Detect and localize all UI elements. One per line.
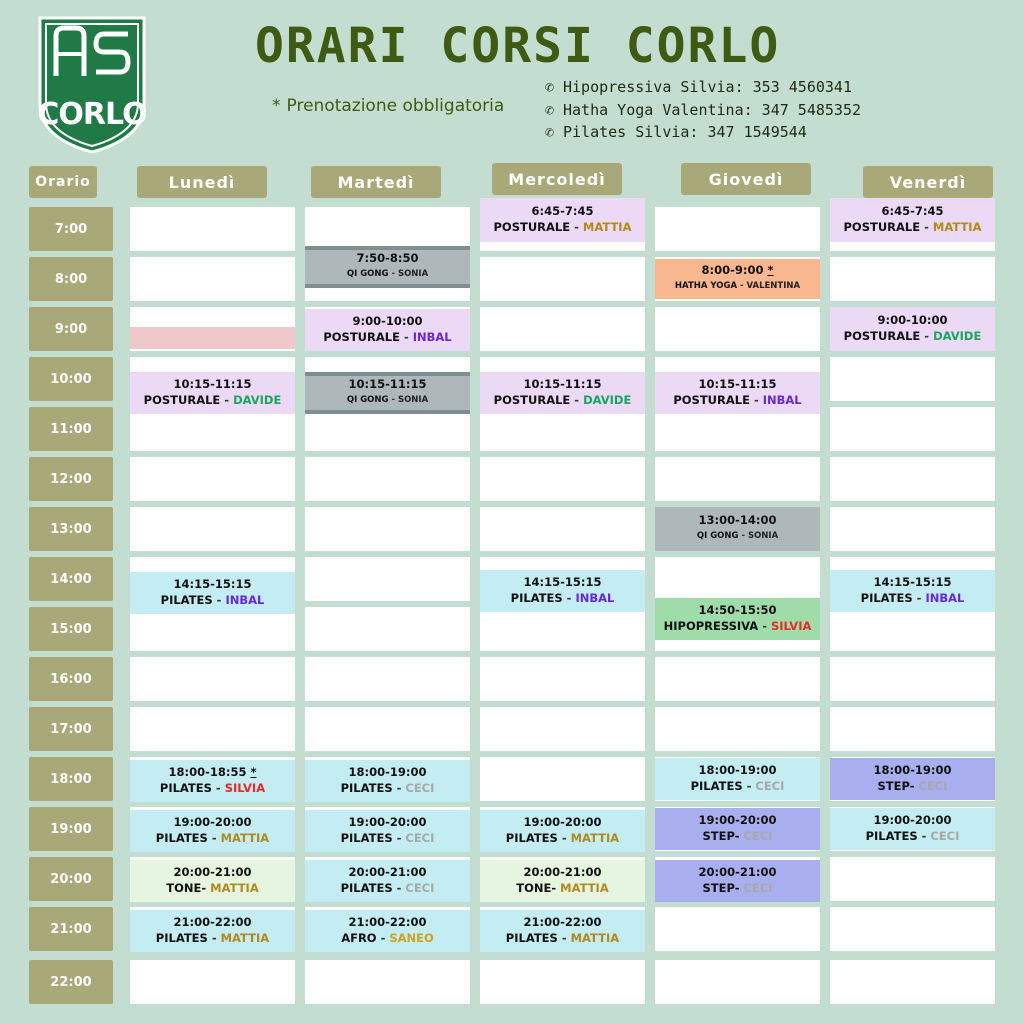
separator: - <box>392 881 406 895</box>
course-name-line <box>516 880 608 897</box>
course-time <box>524 915 602 930</box>
schedule-cell <box>480 307 645 351</box>
course-time <box>349 815 427 830</box>
separator: - <box>557 931 571 945</box>
course-name-line <box>844 219 982 236</box>
schedule-cell <box>655 307 820 351</box>
separator: - <box>570 220 583 234</box>
schedule-cell <box>830 707 995 751</box>
course-block[interactable] <box>655 507 820 551</box>
separator: - <box>737 281 747 291</box>
separator: - <box>758 619 771 633</box>
teacher-name: MATTIA <box>570 831 620 845</box>
teacher-name: CECI <box>755 779 785 793</box>
course-time <box>353 314 423 329</box>
course-name: PILATES <box>155 831 208 845</box>
separator: - <box>570 393 584 407</box>
hour-label: 19:00 <box>29 807 113 851</box>
course-name: STEP- <box>702 829 740 843</box>
schedule-cell <box>830 507 995 551</box>
schedule-cell <box>130 457 295 501</box>
course-time-text: 10:15-11:15 <box>173 377 252 391</box>
schedule-cell <box>655 707 820 751</box>
course-time-text: 20:00-21:00 <box>523 865 602 879</box>
asterisk: * <box>272 96 281 116</box>
course-name: POSTURALE <box>493 220 571 234</box>
course-block[interactable] <box>130 910 295 952</box>
schedule-cell <box>830 257 995 301</box>
course-name: PILATES <box>159 781 212 795</box>
course-block[interactable] <box>305 760 470 802</box>
course-time <box>874 763 952 778</box>
course-name: QI GONG <box>696 531 739 541</box>
contact-line: ✆ Hipopressiva Silvia: 353 4560341 <box>545 76 861 99</box>
schedule-cell <box>130 507 295 551</box>
course-block[interactable] <box>130 810 295 852</box>
hour-label: 8:00 <box>29 257 113 301</box>
course-time-text: 10:15-11:15 <box>698 377 777 391</box>
teacher-name: DAVIDE <box>933 329 982 343</box>
schedule-cell <box>480 707 645 751</box>
separator: - <box>392 831 406 845</box>
course-time-text: 20:00-21:00 <box>698 865 777 879</box>
teacher-name: INBAL <box>575 591 615 605</box>
course-time-text: 18:00-18:55 <box>168 765 247 779</box>
hour-label: 17:00 <box>29 707 113 751</box>
hour-label: 9:00 <box>29 307 113 351</box>
course-time-text: 19:00-20:00 <box>348 815 427 829</box>
course-name-line <box>673 392 801 409</box>
course-time-text: 13:00-14:00 <box>698 513 777 527</box>
course-name: QI GONG <box>346 269 389 279</box>
separator: - <box>388 269 398 279</box>
course-name-line <box>877 778 947 795</box>
schedule-cell <box>655 960 820 1004</box>
schedule-cell <box>830 607 995 651</box>
schedule-cell <box>130 257 295 301</box>
hour-label: 15:00 <box>29 607 113 651</box>
separator: - <box>562 591 576 605</box>
course-name-line <box>702 880 772 897</box>
schedule-cell <box>480 657 645 701</box>
teacher-name: INBAL <box>225 593 265 607</box>
course-name-line <box>691 778 785 795</box>
course-name: POSTURALE <box>673 393 750 407</box>
course-time-text: 14:15-15:15 <box>873 575 952 589</box>
schedule-cell <box>480 960 645 1004</box>
separator: - <box>917 829 931 843</box>
phone-icon: ✆ <box>545 78 555 96</box>
booking-required-mark: * <box>767 263 774 277</box>
course-time-text: 8:00-9:00 <box>701 263 764 277</box>
course-name: PILATES <box>865 829 918 843</box>
course-name: TONE- <box>166 881 207 895</box>
course-block[interactable] <box>480 570 645 612</box>
course-name-line <box>664 618 812 635</box>
schedule-cell <box>305 507 470 551</box>
course-name-line <box>166 880 258 897</box>
course-name: PILATES <box>505 931 558 945</box>
course-name-line <box>506 830 619 847</box>
course-time <box>699 377 777 392</box>
course-name-line <box>866 828 960 845</box>
course-block[interactable] <box>305 860 470 902</box>
schedule-cell <box>305 457 470 501</box>
course-name: STEP- <box>877 779 915 793</box>
course-time-text: 18:00-19:00 <box>873 763 952 777</box>
course-name-line <box>494 392 632 409</box>
course-name: AFRO <box>341 931 377 945</box>
course-time <box>874 813 952 828</box>
schedule-cell <box>655 657 820 701</box>
course-time <box>699 763 777 778</box>
contacts <box>545 76 861 144</box>
hour-label: 13:00 <box>29 507 113 551</box>
course-name: HATHA YOGA <box>674 281 738 291</box>
course-time-text: 14:15-15:15 <box>173 577 252 591</box>
course-name: POSTURALE <box>323 330 400 344</box>
hour-label: 21:00 <box>29 907 113 951</box>
course-name: PILATES <box>510 591 563 605</box>
course-name: POSTURALE <box>843 220 921 234</box>
separator: - <box>212 593 226 607</box>
teacher-name: SONIA <box>397 269 429 279</box>
course-time-text: 10:15-11:15 <box>523 377 602 391</box>
course-time <box>699 513 777 528</box>
course-block[interactable] <box>480 860 645 902</box>
corlo-logo <box>30 14 154 154</box>
course-name-line <box>675 278 800 295</box>
course-name: POSTURALE <box>493 393 571 407</box>
course-time <box>699 603 777 618</box>
schedule-cell <box>305 207 470 251</box>
schedule-cell <box>655 457 820 501</box>
course-name: PILATES <box>155 931 208 945</box>
schedule-cell <box>130 707 295 751</box>
teacher-name: MATTIA <box>570 931 620 945</box>
course-time-text: 21:00-22:00 <box>523 915 602 929</box>
booking-note-text: Prenotazione obbligatoria <box>286 96 505 116</box>
course-name: QI GONG <box>346 395 389 405</box>
schedule-cell <box>480 457 645 501</box>
course-block[interactable] <box>130 372 295 414</box>
separator: - <box>399 330 413 344</box>
course-time <box>524 377 602 392</box>
teacher-name: SILVIA <box>771 619 812 633</box>
course-block[interactable] <box>830 198 995 242</box>
course-time <box>174 915 252 930</box>
separator: - <box>392 781 406 795</box>
schedule-cell <box>830 407 995 451</box>
schedule-cell <box>830 907 995 951</box>
course-time <box>168 765 256 780</box>
course-name-line <box>511 590 615 607</box>
course-time-text: 14:15-15:15 <box>523 575 602 589</box>
course-name-line <box>160 780 265 797</box>
hour-label: 18:00 <box>29 757 113 801</box>
course-name-line <box>341 930 434 947</box>
course-name: STEP- <box>702 881 740 895</box>
course-block[interactable] <box>655 860 820 902</box>
course-time-text: 20:00-21:00 <box>173 865 252 879</box>
schedule-cell <box>655 557 820 601</box>
course-name-line <box>702 828 772 845</box>
course-time-text: 21:00-22:00 <box>173 915 252 929</box>
teacher-name: CECI <box>405 881 435 895</box>
course-time <box>174 577 252 592</box>
hour-label: 12:00 <box>29 457 113 501</box>
course-name: POSTURALE <box>143 393 221 407</box>
day-header: Giovedì <box>681 163 811 195</box>
teacher-name: SONIA <box>747 531 779 541</box>
course-time <box>699 865 777 880</box>
page-title: ORARI CORSI CORLO <box>255 18 781 74</box>
schedule-cell <box>305 657 470 701</box>
course-block[interactable] <box>480 372 645 414</box>
hour-label: 20:00 <box>29 857 113 901</box>
course-block[interactable] <box>130 760 295 802</box>
phone-icon: ✆ <box>545 100 555 119</box>
course-time <box>349 865 427 880</box>
course-name-line <box>494 219 632 236</box>
course-block[interactable] <box>655 259 820 299</box>
course-name-line <box>506 930 619 947</box>
schedule-cell <box>480 757 645 801</box>
teacher-name: CECI <box>743 881 773 895</box>
course-block[interactable] <box>830 808 995 850</box>
schedule-cell <box>830 457 995 501</box>
teacher-name: MATTIA <box>560 881 609 895</box>
course-name-line <box>341 880 435 897</box>
teacher-name: INBAL <box>762 393 802 407</box>
day-header: Venerdì <box>863 166 993 198</box>
course-time <box>524 575 602 590</box>
day-header: Martedì <box>311 166 441 198</box>
teacher-name: VALENTINA <box>746 281 801 291</box>
schedule-cell <box>830 857 995 901</box>
day-header: Mercoledì <box>492 163 622 195</box>
course-time <box>349 915 427 930</box>
course-time-text: 10:15-11:15 <box>348 377 427 391</box>
course-name-line <box>156 930 269 947</box>
hour-label: 11:00 <box>29 407 113 451</box>
hour-label: 10:00 <box>29 357 113 401</box>
course-time-text: 18:00-19:00 <box>698 763 777 777</box>
course-name: PILATES <box>340 781 393 795</box>
schedule-cell <box>305 960 470 1004</box>
course-name-line <box>347 266 428 283</box>
course-name: PILATES <box>690 779 743 793</box>
schedule-cell <box>830 960 995 1004</box>
separator: - <box>388 395 398 405</box>
separator: - <box>920 220 933 234</box>
separator: - <box>742 779 756 793</box>
hour-label: 14:00 <box>29 557 113 601</box>
teacher-name: DAVIDE <box>583 393 632 407</box>
course-block[interactable] <box>305 810 470 852</box>
separator: - <box>207 831 221 845</box>
course-block[interactable] <box>130 860 295 902</box>
teacher-name: CECI <box>918 779 948 793</box>
schedule-cell <box>830 657 995 701</box>
course-name: PILATES <box>160 593 213 607</box>
separator: - <box>211 781 225 795</box>
course-time <box>532 204 594 219</box>
hour-label: 16:00 <box>29 657 113 701</box>
course-time-text: 9:00-10:00 <box>877 313 948 327</box>
course-time <box>174 377 252 392</box>
course-block[interactable] <box>480 910 645 952</box>
separator: - <box>912 591 926 605</box>
course-block[interactable] <box>480 810 645 852</box>
course-name: PILATES <box>505 831 558 845</box>
course-time <box>349 377 427 392</box>
separator: - <box>376 931 390 945</box>
course-block[interactable] <box>655 808 820 850</box>
schedule-cell <box>130 960 295 1004</box>
course-name-line <box>161 592 265 609</box>
course-time <box>699 813 777 828</box>
course-time-text: 20:00-21:00 <box>348 865 427 879</box>
course-time-text: 19:00-20:00 <box>523 815 602 829</box>
teacher-name: SANEO <box>389 931 434 945</box>
course-name-line <box>323 329 451 346</box>
course-block[interactable] <box>305 246 470 288</box>
course-block[interactable] <box>130 572 295 614</box>
schedule-cell <box>655 207 820 251</box>
teacher-name: CECI <box>930 829 960 843</box>
teacher-name: SILVIA <box>224 781 266 795</box>
course-time <box>874 575 952 590</box>
separator: - <box>920 329 934 343</box>
booking-required-mark: * <box>250 765 257 779</box>
course-name-line <box>844 328 982 345</box>
course-block[interactable] <box>305 309 470 351</box>
schedule-cell <box>480 507 645 551</box>
course-time-text: 19:00-20:00 <box>698 813 777 827</box>
hour-label: 7:00 <box>29 207 113 251</box>
course-block[interactable] <box>305 910 470 952</box>
schedule-cell <box>305 607 470 651</box>
svg-text:CORLO: CORLO <box>37 97 147 132</box>
course-name-line <box>341 830 435 847</box>
schedule-cell <box>305 707 470 751</box>
teacher-name: INBAL <box>412 330 452 344</box>
course-name-line <box>156 830 269 847</box>
course-name-line <box>697 528 778 545</box>
separator: - <box>207 931 221 945</box>
teacher-name: MATTIA <box>220 931 270 945</box>
course-block[interactable] <box>830 570 995 612</box>
course-time-text: 19:00-20:00 <box>173 815 252 829</box>
course-name-line <box>144 392 282 409</box>
separator: - <box>557 831 571 845</box>
course-name: HIPOPRESSIVA <box>663 619 759 633</box>
course-name-line <box>341 780 435 797</box>
course-block[interactable] <box>830 307 995 351</box>
separator: - <box>220 393 234 407</box>
contact-line: ✆ Hatha Yoga Valentina: 347 5485352 <box>545 99 861 122</box>
course-block[interactable] <box>655 598 820 640</box>
schedule-cell <box>480 257 645 301</box>
day-header: Lunedì <box>137 166 267 198</box>
course-time <box>524 815 602 830</box>
course-time-text: 6:45-7:45 <box>531 204 594 218</box>
course-time <box>357 251 419 266</box>
separator: - <box>738 531 748 541</box>
course-name: PILATES <box>340 881 393 895</box>
schedule-cell <box>655 907 820 951</box>
course-name: PILATES <box>860 591 913 605</box>
schedule-cell <box>830 357 995 401</box>
separator: - <box>749 393 763 407</box>
teacher-name: MATTIA <box>582 220 632 234</box>
schedule-cell <box>130 657 295 701</box>
course-time-text: 14:50-15:50 <box>698 603 777 617</box>
course-name-line <box>347 392 428 409</box>
course-name: PILATES <box>340 831 393 845</box>
hour-label: 22:00 <box>29 960 113 1004</box>
course-time-text: 18:00-19:00 <box>348 765 427 779</box>
teacher-name: SONIA <box>397 395 429 405</box>
course-time-text: 9:00-10:00 <box>352 314 423 328</box>
course-block[interactable] <box>305 372 470 414</box>
course-time <box>524 865 602 880</box>
course-time <box>174 865 252 880</box>
course-time <box>349 765 427 780</box>
course-block[interactable] <box>655 372 820 414</box>
contact-line: ✆ Pilates Silvia: 347 1549544 <box>545 121 861 144</box>
course-time-text: 19:00-20:00 <box>873 813 952 827</box>
course-time <box>882 204 944 219</box>
course-time <box>174 815 252 830</box>
header-orario: Orario <box>29 166 97 198</box>
teacher-name: INBAL <box>925 591 965 605</box>
course-name: TONE- <box>516 881 557 895</box>
reserved-slot <box>130 327 295 349</box>
course-time-text: 21:00-22:00 <box>348 915 427 929</box>
course-time <box>701 263 773 278</box>
teacher-name: MATTIA <box>932 220 982 234</box>
schedule-cell <box>130 207 295 251</box>
course-name-line <box>861 590 965 607</box>
teacher-name: MATTIA <box>220 831 270 845</box>
schedule-cell <box>480 607 645 651</box>
phone-icon: ✆ <box>545 123 555 141</box>
course-name: POSTURALE <box>843 329 921 343</box>
teacher-name: CECI <box>405 831 435 845</box>
course-time-text: 6:45-7:45 <box>881 204 944 218</box>
course-block[interactable] <box>830 758 995 800</box>
booking-note <box>272 96 504 116</box>
teacher-name: DAVIDE <box>233 393 282 407</box>
course-block[interactable] <box>655 758 820 800</box>
course-time <box>878 313 948 328</box>
schedule-cell <box>305 557 470 601</box>
course-block[interactable] <box>480 198 645 242</box>
course-time-text: 7:50-8:50 <box>356 251 419 265</box>
teacher-name: CECI <box>743 829 773 843</box>
teacher-name: CECI <box>405 781 435 795</box>
teacher-name: MATTIA <box>210 881 259 895</box>
